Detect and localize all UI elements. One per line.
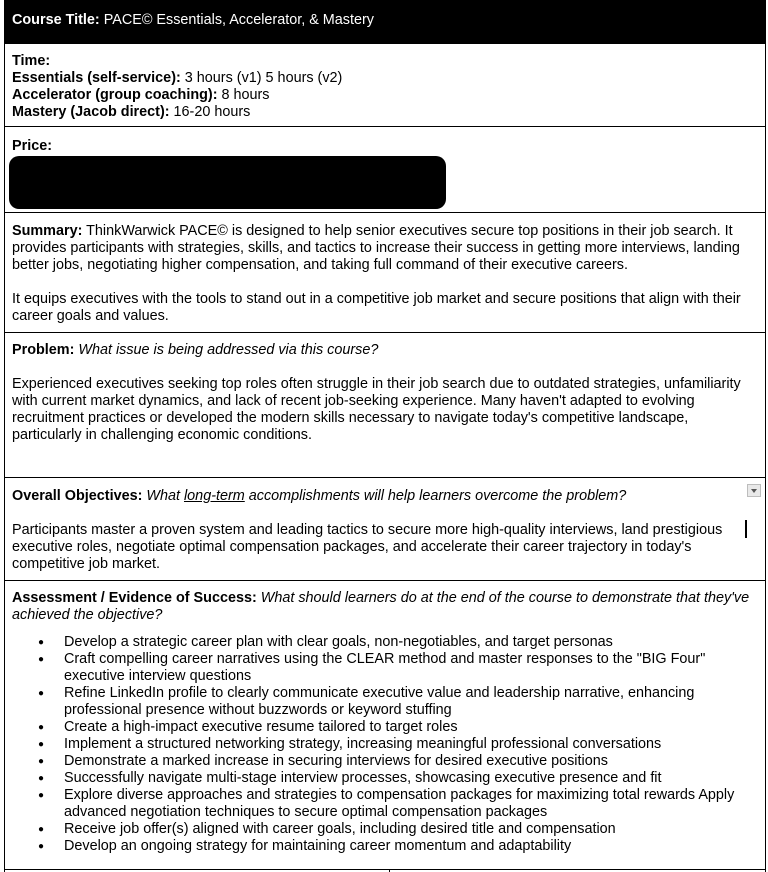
time-label: Time:: [12, 53, 51, 69]
time-item-value: 8 hours: [221, 87, 270, 103]
course-title-label: Course Title:: [12, 12, 100, 28]
course-title-value: PACE© Essentials, Accelerator, & Mastery: [103, 12, 374, 28]
text-cursor: [745, 520, 747, 538]
time-item-label: Essentials (self-service):: [12, 70, 181, 86]
redacted-price-block: [9, 156, 446, 209]
time-section: [5, 44, 765, 127]
objectives-text: Participants master a proven system and leading tactics to secure more high-quality interviews, land prestigious executive roles, negotiate optimal compensation packages, and accelerate their career trajectory in today's competitive job market.: [12, 522, 723, 572]
price-label: Price:: [12, 138, 52, 154]
time-item-value: 3 hours (v1) 5 hours (v2): [184, 70, 343, 86]
time-item-value: 16-20 hours: [173, 104, 251, 120]
list-item: ● Refine LinkedIn profile to clearly communicate executive value and leadership narrative, enhancing professional presence without buzzwords or keyword stuffing: [64, 685, 757, 719]
problem-label: Problem:: [12, 342, 75, 358]
list-item: ● Receive job offer(s) aligned with career goals, including desired title and compensation: [64, 821, 757, 838]
problem-section[interactable]: [5, 333, 765, 478]
course-document: [4, 0, 766, 872]
list-item: ● Demonstrate a marked increase in securing interviews for desired executive positions: [64, 753, 757, 770]
chevron-down-icon[interactable]: [747, 484, 761, 497]
list-item: ● Craft compelling career narratives using the CLEAR method and master responses to the "BIG Four" executive interview questions: [64, 651, 757, 685]
list-item: ● Create a high-impact executive resume tailored to target roles: [64, 719, 757, 736]
summary-section[interactable]: [5, 213, 765, 333]
time-item: [12, 87, 757, 104]
objectives-prompt: What long-term accomplishments will help learners overcome the problem?: [146, 488, 627, 504]
list-item: ● Implement a structured networking strategy, increasing meaningful professional conversations: [64, 736, 757, 753]
assessment-list: [12, 634, 757, 855]
objectives-section[interactable]: [5, 478, 765, 581]
list-item: ● Explore diverse approaches and strategies to compensation packages for maximizing total rewards Apply advanced negotiation techniques to secure optimal compensation packages: [64, 787, 757, 821]
assessment-prompt: What should learners do at the end of the course to demonstrate that they've achieved the objective?: [12, 590, 750, 623]
problem-prompt: What issue is being addressed via this course?: [78, 342, 379, 358]
summary-text: ThinkWarwick PACE© is designed to help senior executives secure top positions in their job search. It provides participants with strategies, skills, and tactics to increase their success in getting more interviews, landing better jobs, negotiating higher compensation, and taking full command of their executive careers.: [12, 223, 740, 273]
time-item-label: Accelerator (group coaching):: [12, 87, 218, 103]
assessment-label: Assessment / Evidence of Success:: [12, 590, 257, 606]
time-item: [12, 104, 757, 121]
list-item: ● Develop a strategic career plan with clear goals, non-negotiables, and target personas: [64, 634, 757, 651]
problem-text: Experienced executives seeking top roles often struggle in their job search due to outdated strategies, unfamiliarity with current market dynamics, and lack of recent job-seeking experience. Many haven't adapted to evolving recruitment practices or developed the modern skills necessary to navigate today's competitive landscape, particularly in challenging economic conditions.: [12, 376, 741, 443]
assessment-section[interactable]: [5, 581, 765, 870]
list-item: ● Develop an ongoing strategy for maintaining career momentum and adaptability: [64, 838, 757, 855]
price-section: [5, 127, 765, 213]
course-title-row: [5, 0, 765, 44]
summary-text-2: It equips executives with the tools to stand out in a competitive job market and secure positions that align with their career goals and values.: [12, 291, 741, 324]
summary-label: Summary:: [12, 223, 83, 239]
time-item: [12, 70, 757, 87]
objectives-label: Overall Objectives:: [12, 488, 143, 504]
time-item-label: Mastery (Jacob direct):: [12, 104, 170, 120]
list-item: ● Successfully navigate multi-stage interview processes, showcasing executive presence and fit: [64, 770, 757, 787]
table-bottom-border: [5, 869, 765, 870]
